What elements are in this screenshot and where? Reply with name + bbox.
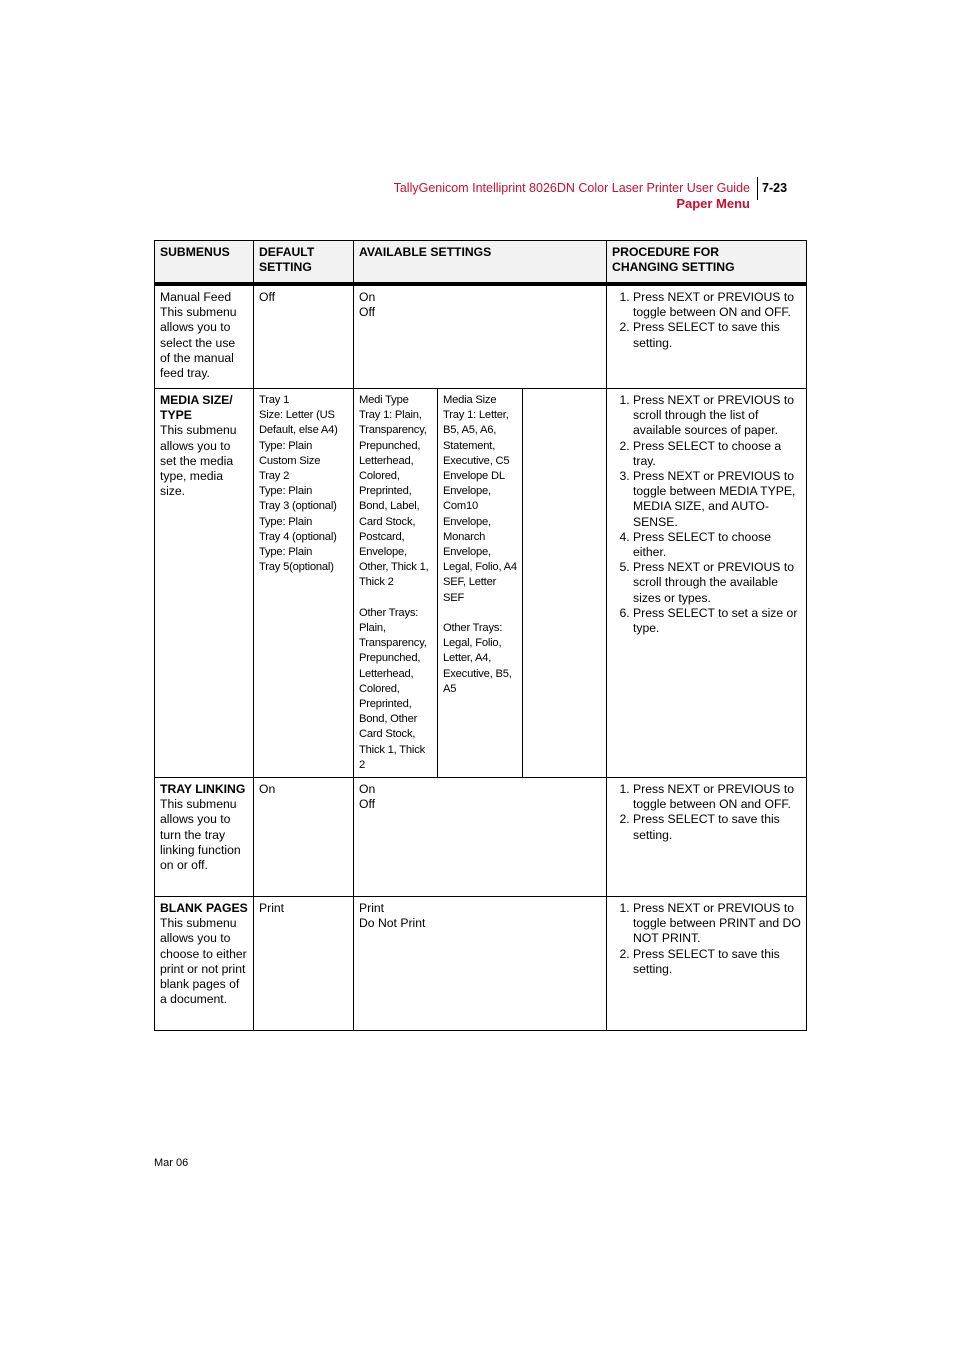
submenu-manual-feed: [155, 284, 254, 389]
table-row: [155, 778, 807, 897]
available-settings: Print Do Not Print: [354, 897, 607, 1031]
procedure-step: 1. Press NEXT or PREVIOUS to toggle between ON and OFF.: [633, 290, 801, 320]
procedure-step: 1. Press NEXT or PREVIOUS to toggle between ON and OFF.: [633, 782, 801, 812]
procedure-step: 3. Press NEXT or PREVIOUS to toggle between MEDIA TYPE, MEDIA SIZE, and AUTO-SENSE.: [633, 469, 801, 530]
available-settings: On Off: [354, 778, 607, 897]
submenu-tray-linking: [155, 778, 254, 897]
procedure-step: 1. Press NEXT or PREVIOUS to toggle between PRINT and DO NOT PRINT.: [633, 901, 801, 947]
default-setting: Print: [254, 897, 354, 1031]
procedure-step: 2. Press SELECT to choose a tray.: [633, 439, 801, 469]
submenu-description: This submenu allows you to choose to either print or not print blank pages of a document.: [160, 916, 247, 1007]
page-number: 7-23: [762, 181, 788, 195]
procedure: [607, 778, 807, 897]
submenu-name: BLANK PAGES: [160, 901, 248, 916]
procedure-step: 2. Press SELECT to save this setting.: [633, 812, 801, 842]
table-row: [155, 897, 807, 1031]
procedure-step: 5. Press NEXT or PREVIOUS to scroll through the available sizes or types.: [633, 560, 801, 606]
procedure: [607, 284, 807, 389]
submenu-name: TRAY LINKING: [160, 782, 246, 797]
table-row: [155, 284, 807, 389]
table-header-row: [155, 241, 807, 285]
media-type-settings: Medi Type Tray 1: Plain, Transparency, Prepunched, Letterhead, Colored, Preprinted, Bond, Label, Card Stock, Postcard, Envelope, Other, Thick 1, Thick 2 Other Trays: Plain, Transparency, Prepunched, Letterhead, Colored, Preprinted, Bond, Other Card Stock, Thick 1, Thick 2: [354, 389, 438, 778]
procedure: [607, 897, 807, 1031]
paper-menu-table: [154, 240, 807, 1031]
guide-title: TallyGenicom Intelliprint 8026DN Color Laser Printer User Guide: [393, 181, 750, 195]
submenu-name: Manual Feed: [160, 290, 232, 304]
procedure-step: 6. Press SELECT to set a size or type.: [633, 606, 801, 636]
submenu-description: This submenu allows you to set the media type, media size.: [160, 423, 237, 499]
section-title: Paper Menu: [676, 196, 750, 211]
column-header-procedure: PROCEDURE FOR CHANGING SETTING: [607, 241, 807, 285]
procedure-step: 4. Press SELECT to choose either.: [633, 530, 801, 560]
procedure-step: 1. Press NEXT or PREVIOUS to scroll through the list of available sources of paper.: [633, 393, 801, 439]
procedure-step: 2. Press SELECT to save this setting.: [633, 320, 801, 350]
empty-cell: [523, 389, 607, 778]
column-header-submenus: SUBMENUS: [155, 241, 254, 285]
default-setting: Tray 1 Size: Letter (US Default, else A4) Type: Plain Custom Size Tray 2 Type: Plain Tray 3 (optional) Type: Plain Tray 4 (optional) Type: Plain Tray 5(optional): [254, 389, 354, 778]
submenu-media-size-type: [155, 389, 254, 778]
column-header-default: DEFAULT SETTING: [254, 241, 354, 285]
submenu-description: This submenu allows you to select the use of the manual feed tray.: [160, 305, 237, 381]
default-setting: Off: [254, 284, 354, 389]
procedure: [607, 389, 807, 778]
header-divider: [757, 177, 758, 200]
table-row: [155, 389, 807, 778]
submenu-blank-pages: [155, 897, 254, 1031]
media-size-settings: Media Size Tray 1: Letter, B5, A5, A6, Statement, Executive, C5 Envelope DL Envelope, Com10 Envelope, Monarch Envelope, Legal, Folio, A4 SEF, Letter SEF Other Trays: Legal, Folio, Letter, A4, Executive, B5, A5: [438, 389, 523, 778]
footer-date: Mar 06: [154, 1157, 189, 1169]
default-setting: On: [254, 778, 354, 897]
submenu-name: MEDIA SIZE/ TYPE: [160, 393, 233, 423]
procedure-step: 2. Press SELECT to save this setting.: [633, 947, 801, 977]
available-settings: On Off: [354, 284, 607, 389]
column-header-available: AVAILABLE SETTINGS: [354, 241, 607, 285]
submenu-description: This submenu allows you to turn the tray linking function on or off.: [160, 797, 241, 873]
